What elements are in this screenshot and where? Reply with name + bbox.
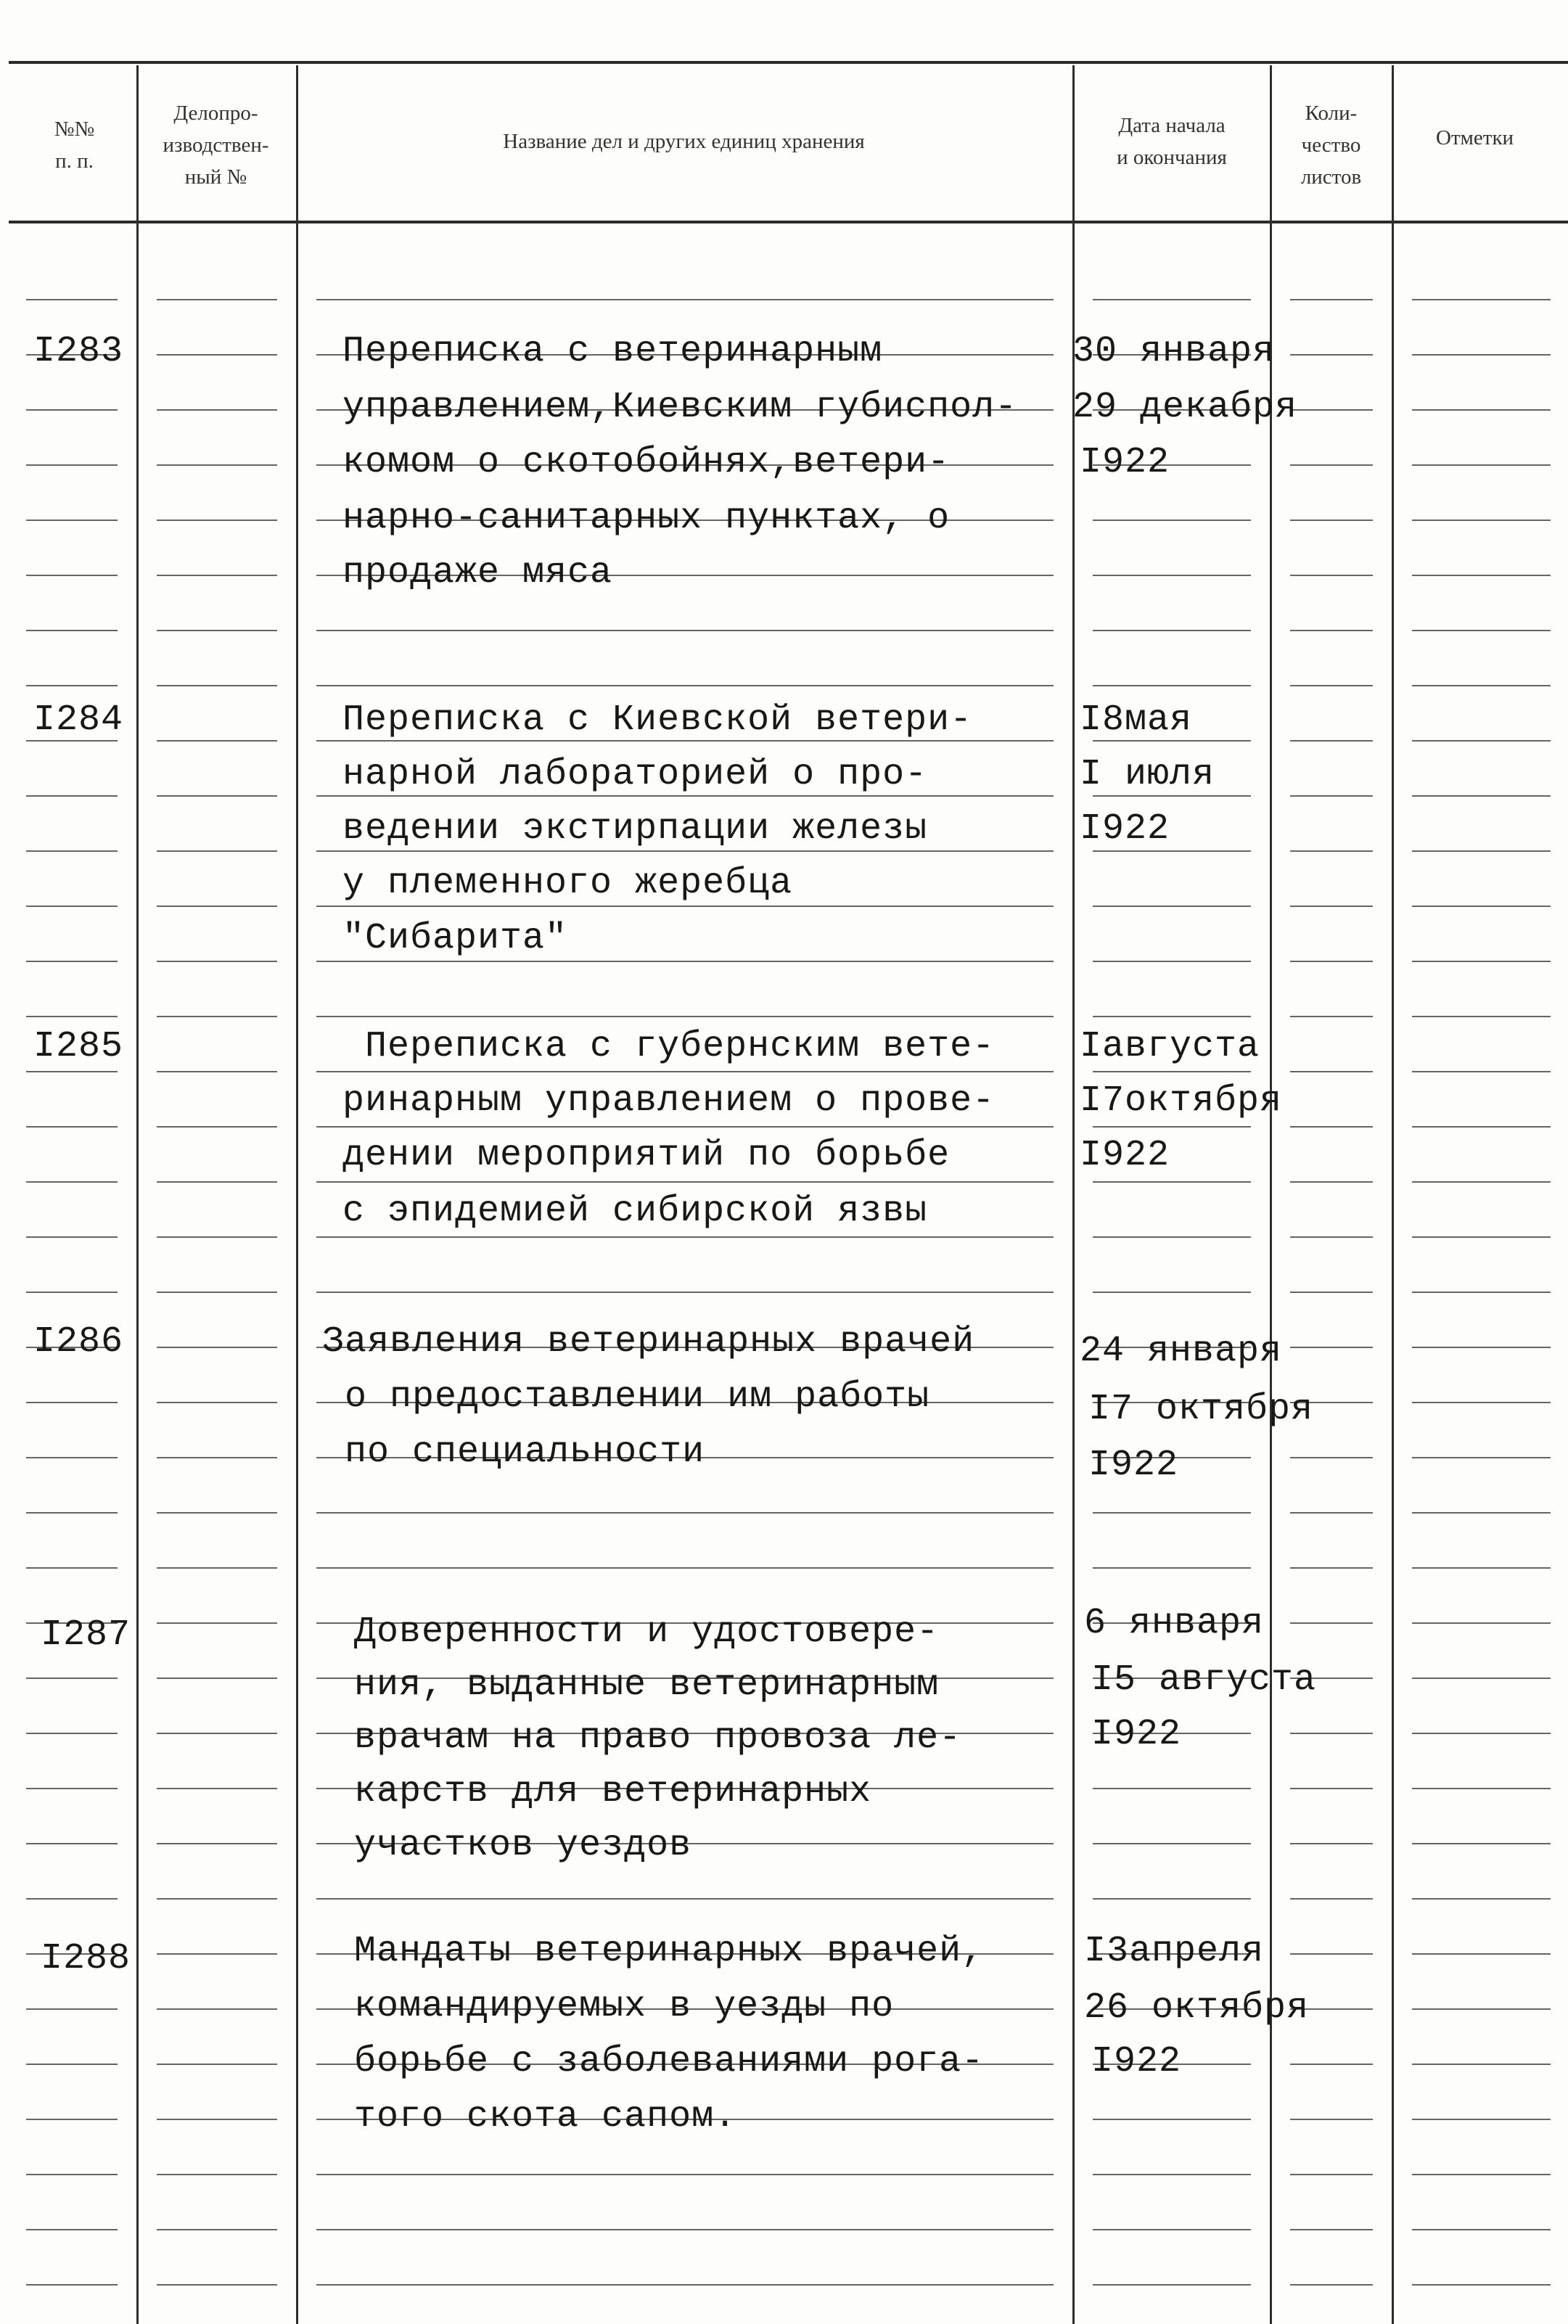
row-rule-segment (1412, 740, 1551, 742)
row-rule-segment (1412, 1512, 1551, 1514)
record-date-line: I8мая (1080, 699, 1193, 741)
record-date-line: 30 января (1072, 331, 1276, 372)
row-rule-segment (1412, 1071, 1551, 1072)
header-top-rule (9, 61, 1568, 64)
row-rule-segment (1412, 1953, 1551, 1955)
row-rule-segment (157, 630, 277, 631)
row-rule-segment (1290, 1898, 1373, 1900)
row-rule-segment (26, 795, 118, 797)
record-title-line: дении мероприятий по борьбе (342, 1135, 951, 1176)
row-rule-segment (26, 1843, 118, 1844)
row-rule-segment (1412, 1457, 1551, 1458)
record-title-line: Мандаты ветеринарных врачей, (354, 1931, 985, 1972)
row-rule-segment (157, 575, 277, 576)
row-rule-segment (1412, 850, 1551, 852)
row-rule-segment (316, 1567, 1054, 1569)
row-rule-segment (1093, 961, 1251, 962)
row-rule-segment (1412, 1402, 1551, 1403)
row-rule-segment (157, 850, 277, 852)
header-col-notes: Отметки (1435, 126, 1514, 149)
row-rule-segment (316, 2174, 1054, 2175)
record-title-line: комом о скотобойнях,ветери- (342, 442, 951, 483)
row-rule-segment (26, 1402, 118, 1403)
record-date-line: I922 (1091, 1714, 1182, 1755)
row-rule-segment (26, 1898, 118, 1900)
record-title-line: ния, выданные ветеринарным (354, 1664, 940, 1706)
row-rule-segment (1290, 795, 1373, 797)
record-date-line: I5 августа (1091, 1659, 1317, 1701)
row-rule-segment (1290, 906, 1373, 907)
row-rule-segment (26, 1567, 118, 1569)
row-rule-segment (26, 685, 118, 686)
row-rule-segment (1290, 520, 1373, 521)
record-title-line: продаже мяса (342, 552, 613, 594)
record-number: I288 (41, 1938, 131, 1979)
record-title-line: о предоставлении им работы (322, 1376, 930, 1418)
row-rule-segment (1093, 906, 1251, 907)
row-rule-segment (26, 850, 118, 852)
record-title-line: Доверенности и удостовере- (354, 1611, 940, 1653)
record-title-line: с эпидемией сибирской язвы (342, 1191, 928, 1232)
row-rule-segment (26, 630, 118, 631)
row-rule-segment (316, 1512, 1054, 1514)
header-col-title: Название дел и других единиц хранения (503, 130, 865, 153)
row-rule-segment (26, 1733, 118, 1734)
record-title-line: Переписка с Киевской ветери- (342, 699, 973, 741)
row-rule-segment (26, 464, 118, 466)
record-date-line: Iавгуста (1080, 1026, 1260, 1067)
row-rule-segment (1290, 409, 1373, 411)
row-rule-segment (157, 1843, 277, 1844)
row-rule-segment (1412, 1678, 1551, 1679)
row-rule-segment (157, 1071, 277, 1072)
header-col-office-number: Делопро- изводствен- ный № (163, 102, 269, 189)
row-rule-segment (1412, 2174, 1551, 2175)
column-rule-2 (296, 65, 298, 2324)
record-date-line: 29 декабря (1072, 387, 1298, 428)
row-rule-segment (1290, 464, 1373, 466)
record-title-line: борьбе с заболеваниями рога- (354, 2041, 985, 2082)
record-title-line: того скота сапом. (354, 2096, 737, 2138)
record-date-line: I3апреля (1084, 1931, 1265, 1972)
row-rule-segment (316, 1898, 1054, 1900)
record-number: I285 (33, 1026, 124, 1067)
row-rule-segment (1290, 354, 1373, 356)
row-rule-segment (1093, 1292, 1251, 1293)
row-rule-segment (157, 2064, 277, 2065)
row-rule-segment (26, 520, 118, 521)
row-rule-segment (157, 906, 277, 907)
record-title-line: нарно-санитарных пунктах, о (342, 498, 951, 539)
row-rule-segment (1412, 1622, 1551, 1624)
record-title-line: нарной лабораторией о про- (342, 754, 928, 795)
record-title-line: управлением,Киевским губиспол- (342, 387, 1018, 428)
row-rule-segment (1093, 2284, 1251, 2286)
row-rule-segment (1290, 1181, 1373, 1183)
row-rule-segment (157, 961, 277, 962)
row-rule-segment (157, 1898, 277, 1900)
row-rule-segment (26, 409, 118, 411)
row-rule-segment (1093, 520, 1251, 521)
row-rule-segment (1290, 1016, 1373, 1017)
row-rule-segment (1290, 1843, 1373, 1844)
row-rule-segment (1412, 630, 1551, 631)
row-rule-segment (1093, 630, 1251, 631)
row-rule-segment (1093, 1898, 1251, 1900)
row-rule-segment (157, 520, 277, 521)
row-rule-segment (1412, 2284, 1551, 2286)
row-rule-segment (157, 1953, 277, 1955)
row-rule-segment (1412, 299, 1551, 300)
row-rule-segment (1093, 299, 1251, 300)
row-rule-segment (1412, 1181, 1551, 1183)
record-title-line: Заявления ветеринарных врачей (322, 1321, 975, 1363)
record-date-line: 26 октября (1084, 1987, 1310, 2029)
row-rule-segment (1093, 2229, 1251, 2230)
row-rule-segment (1290, 850, 1373, 852)
record-date-line: I922 (1080, 808, 1170, 850)
record-date-line: I июля (1080, 754, 1215, 795)
row-rule-segment (1093, 1512, 1251, 1514)
row-rule-segment (26, 1181, 118, 1183)
header-bottom-rule (9, 221, 1568, 223)
row-rule-segment (316, 2229, 1054, 2230)
row-rule-segment (1290, 1733, 1373, 1734)
row-rule-segment (1412, 1898, 1551, 1900)
row-rule-segment (1412, 906, 1551, 907)
row-rule-segment (26, 2064, 118, 2065)
row-rule-segment (316, 299, 1054, 300)
column-rule-1 (136, 65, 139, 2324)
record-number: I286 (33, 1321, 124, 1363)
row-rule-segment (157, 354, 277, 356)
row-rule-segment (1093, 1236, 1251, 1238)
record-title-line: участков уездов (354, 1825, 692, 1866)
row-rule-segment (26, 299, 118, 300)
record-title-line: карств для ветеринарных (354, 1771, 872, 1812)
row-rule-segment (157, 1678, 277, 1679)
row-rule-segment (1290, 1292, 1373, 1293)
row-rule-segment (1412, 354, 1551, 356)
row-rule-segment (1093, 2174, 1251, 2175)
row-rule-segment (1412, 795, 1551, 797)
row-rule-segment (26, 1788, 118, 1789)
row-rule-segment (1412, 1126, 1551, 1128)
row-rule-segment (26, 1126, 118, 1128)
record-date-line: 6 января (1084, 1603, 1265, 1644)
row-rule-segment (26, 2119, 118, 2120)
row-rule-segment (26, 906, 118, 907)
header-col-dates: Дата начала и окончания (1117, 114, 1227, 169)
row-rule-segment (157, 2174, 277, 2175)
row-rule-segment (1290, 2119, 1373, 2120)
row-rule-segment (1412, 1733, 1551, 1734)
row-rule-segment (1412, 2229, 1551, 2230)
row-rule-segment (1412, 1843, 1551, 1844)
row-rule-segment (157, 1181, 277, 1183)
row-rule-segment (1290, 1567, 1373, 1569)
row-rule-segment (316, 2284, 1054, 2286)
row-rule-segment (157, 409, 277, 411)
row-rule-segment (1412, 1567, 1551, 1569)
row-rule-segment (1290, 1347, 1373, 1348)
record-title-line: ведении экстирпации железы (342, 808, 928, 850)
row-rule-segment (157, 1016, 277, 1017)
record-title-line: "Сибарита" (342, 918, 568, 959)
row-rule-segment (1412, 2119, 1551, 2120)
record-number: I287 (41, 1614, 131, 1656)
row-rule-segment (26, 1292, 118, 1293)
record-number: I284 (33, 699, 124, 741)
row-rule-segment (1290, 1512, 1373, 1514)
record-date-line: I922 (1088, 1445, 1179, 1486)
record-title-line: по специальности (322, 1432, 705, 1473)
row-rule-segment (1412, 409, 1551, 411)
row-rule-segment (1290, 1071, 1373, 1072)
row-rule-segment (1093, 685, 1251, 686)
row-rule-segment (1412, 2064, 1551, 2065)
row-rule-segment (157, 1788, 277, 1789)
row-rule-segment (1412, 685, 1551, 686)
row-rule-segment (1412, 1236, 1551, 1238)
row-rule-segment (1412, 520, 1551, 521)
row-rule-segment (1412, 1347, 1551, 1348)
row-rule-segment (1412, 1788, 1551, 1789)
header-col-sheets: Коли- чество листов (1300, 102, 1362, 189)
row-rule-segment (157, 1567, 277, 1569)
row-rule-segment (157, 299, 277, 300)
row-rule-segment (1290, 1953, 1373, 1955)
row-rule-segment (1290, 299, 1373, 300)
row-rule-segment (1093, 575, 1251, 576)
row-rule-segment (157, 1457, 277, 1458)
row-rule-segment (1412, 961, 1551, 962)
row-rule-segment (26, 1016, 118, 1017)
record-date-line: I922 (1080, 442, 1170, 483)
row-rule-segment (1290, 2064, 1373, 2065)
row-rule-segment (157, 2008, 277, 2010)
row-rule-segment (157, 1622, 277, 1624)
row-rule-segment (1290, 2174, 1373, 2175)
row-rule-segment (316, 630, 1054, 631)
row-rule-segment (1290, 740, 1373, 742)
row-rule-segment (157, 1236, 277, 1238)
row-rule-segment (157, 685, 277, 686)
row-rule-segment (157, 1292, 277, 1293)
row-rule-segment (157, 2284, 277, 2286)
row-rule-segment (157, 2119, 277, 2120)
row-rule-segment (1412, 1016, 1551, 1017)
record-title-line: у племенного жеребца (342, 863, 793, 904)
row-rule-segment (1093, 1788, 1251, 1789)
row-rule-segment (1093, 1567, 1251, 1569)
row-rule-segment (26, 961, 118, 962)
row-rule-segment (1290, 1126, 1373, 1128)
row-rule-segment (157, 1347, 277, 1348)
record-title-line: Переписка с ветеринарным (342, 331, 883, 372)
row-rule-segment (1290, 630, 1373, 631)
row-rule-segment (1290, 961, 1373, 962)
row-rule-segment (1412, 1292, 1551, 1293)
row-rule-segment (157, 1402, 277, 1403)
row-rule-segment (1093, 1843, 1251, 1844)
row-rule-segment (26, 1457, 118, 1458)
row-rule-segment (1093, 1016, 1251, 1017)
row-rule-segment (26, 1236, 118, 1238)
row-rule-segment (26, 2008, 118, 2010)
row-rule-segment (1290, 1622, 1373, 1624)
row-rule-segment (1290, 575, 1373, 576)
record-title-line: ринарным управлением о прове- (342, 1080, 996, 1122)
row-rule-segment (1412, 575, 1551, 576)
record-title-line: командируемых в уезды по (354, 1986, 895, 2027)
row-rule-segment (26, 2174, 118, 2175)
record-title-line: врачам на право провоза ле- (354, 1717, 962, 1759)
row-rule-segment (1290, 1788, 1373, 1789)
record-date-line: I922 (1091, 2041, 1182, 2082)
row-rule-segment (1412, 2008, 1551, 2010)
row-rule-segment (1412, 464, 1551, 466)
row-rule-segment (26, 1512, 118, 1514)
row-rule-segment (157, 740, 277, 742)
row-rule-segment (1290, 2229, 1373, 2230)
row-rule-segment (157, 1126, 277, 1128)
row-rule-segment (26, 2229, 118, 2230)
record-date-line: I7октября (1080, 1080, 1283, 1122)
record-number: I283 (33, 331, 124, 372)
row-rule-segment (26, 1678, 118, 1679)
row-rule-segment (26, 2284, 118, 2286)
record-title-line: Переписка с губернским вете- (342, 1026, 996, 1067)
column-rule-5 (1392, 65, 1394, 2324)
row-rule-segment (316, 1016, 1054, 1017)
record-date-line: 24 января (1080, 1331, 1283, 1372)
row-rule-segment (1290, 685, 1373, 686)
row-rule-segment (157, 795, 277, 797)
row-rule-segment (157, 464, 277, 466)
row-rule-segment (157, 1512, 277, 1514)
row-rule-segment (316, 1292, 1054, 1293)
row-rule-segment (157, 1733, 277, 1734)
row-rule-segment (316, 685, 1054, 686)
row-rule-segment (1290, 2284, 1373, 2286)
record-date-line: I922 (1080, 1135, 1170, 1176)
row-rule-segment (1093, 2119, 1251, 2120)
row-rule-segment (26, 575, 118, 576)
record-date-line: I7 октября (1088, 1389, 1314, 1430)
header-col-number: №№ п. п. (54, 118, 95, 173)
row-rule-segment (157, 2229, 277, 2230)
row-rule-segment (1290, 1457, 1373, 1458)
row-rule-segment (1290, 1236, 1373, 1238)
